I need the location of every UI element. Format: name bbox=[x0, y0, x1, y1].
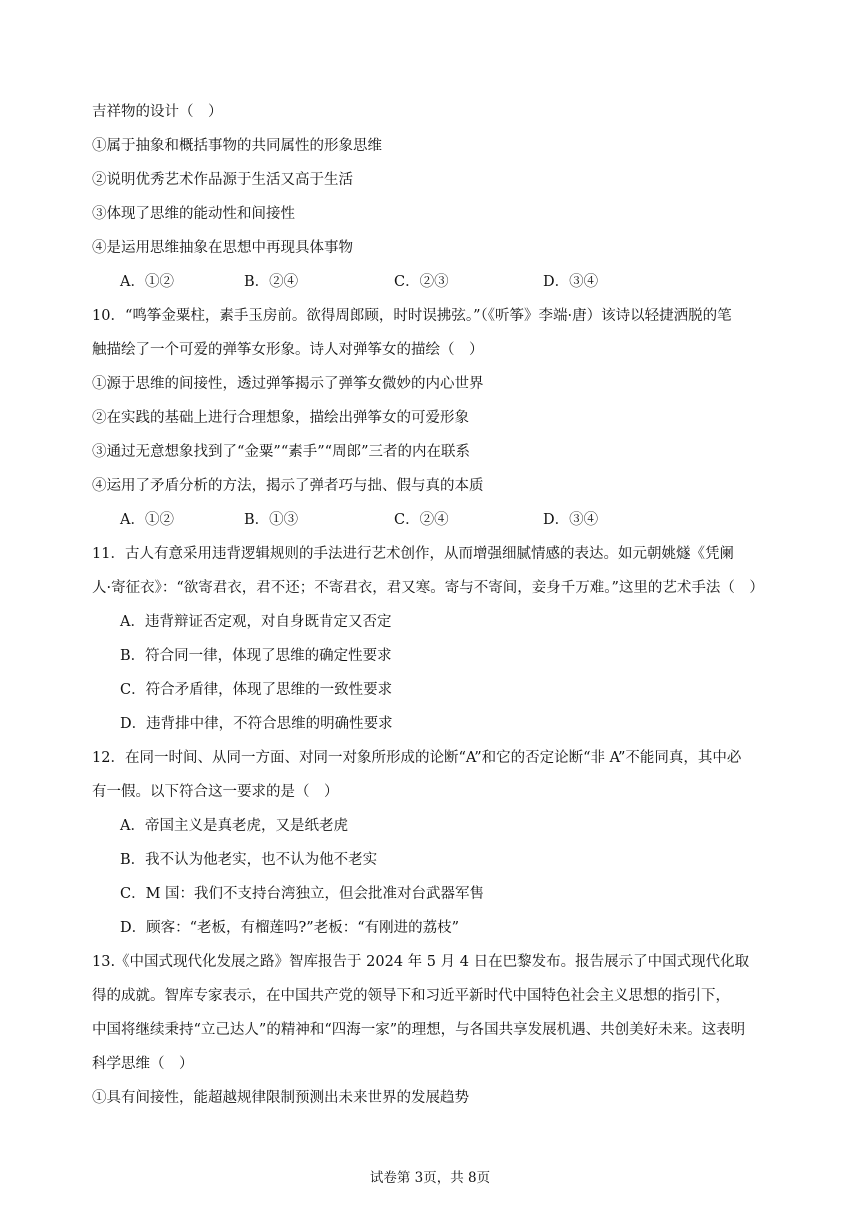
page-footer: 试卷第 3页，共 8页 bbox=[369, 1170, 491, 1186]
q10-option-d: D．③④ bbox=[543, 512, 599, 528]
q13-item-1: ①具有间接性，能超越规律限制预测出未来世界的发展趋势 bbox=[92, 1090, 469, 1106]
q11-option-a: A．违背辩证否定观，对自身既肯定又否定 bbox=[120, 614, 392, 630]
q10-option-c: C．②④ bbox=[394, 512, 449, 528]
q11-option-d: D．违背排中律，不符合思维的明确性要求 bbox=[120, 716, 393, 732]
q11-option-b: B．符合同一律，体现了思维的确定性要求 bbox=[120, 648, 392, 664]
q10-item-2: ②在实践的基础上进行合理想象，描绘出弹筝女的可爱形象 bbox=[92, 410, 469, 426]
q12-option-d: D．顾客：“老板，有榴莲吗?”老板：“有刚进的荔枝” bbox=[120, 920, 460, 936]
q11-stem-line-2: 人·寄征衣》：“欲寄君衣，君不还；不寄君衣，君又寒。寄与不寄间，妾身千万难。”这里的艺术手法（ ） bbox=[92, 580, 764, 596]
q12-stem-line-2: 有一假。以下符合这一要求的是（ ） bbox=[92, 784, 339, 800]
q9-item-3: ③体现了思维的能动性和间接性 bbox=[92, 206, 295, 222]
q10-option-b: B．①③ bbox=[244, 512, 299, 528]
q9-option-b: B．②④ bbox=[244, 274, 299, 290]
q12-option-b: B．我不认为他老实，也不认为他不老实 bbox=[120, 852, 378, 868]
q13-stem-line-4: 科学思维（ ） bbox=[92, 1056, 194, 1072]
q10-item-3: ③通过无意想象找到了“金粟”“素手”“周郎”三者的内在联系 bbox=[92, 444, 470, 460]
q11-option-c: C．符合矛盾律，体现了思维的一致性要求 bbox=[120, 682, 393, 698]
q13-stem-line-3: 中国将继续秉持“立己达人”的精神和“四海一家”的理想，与各国共享发展机遇、共创美好未来。这表明 bbox=[92, 1022, 746, 1038]
q9-stem-tail: 吉祥物的设计（ ） bbox=[92, 104, 223, 120]
q12-stem-line-1: 12．在同一时间、从同一方面、对同一对象所形成的论断“A”和它的否定论断“非 A”不能同真，其中必 bbox=[92, 750, 742, 766]
q11-stem-line-1: 11．古人有意采用违背逻辑规则的手法进行艺术创作，从而增强细腻情感的表达。如元朝姚燧《凭阑 bbox=[92, 546, 734, 562]
q9-item-1: ①属于抽象和概括事物的共同属性的形象思维 bbox=[92, 138, 382, 154]
q10-option-a: A．①② bbox=[120, 512, 174, 528]
q10-item-4: ④运用了矛盾分析的方法，揭示了弹者巧与拙、假与真的本质 bbox=[92, 478, 484, 494]
q9-option-d: D．③④ bbox=[543, 274, 599, 290]
q12-option-a: A．帝国主义是真老虎，又是纸老虎 bbox=[120, 818, 348, 834]
q9-item-4: ④是运用思维抽象在思想中再现具体事物 bbox=[92, 240, 353, 256]
q13-stem-line-1: 13.《中国式现代化发展之路》智库报告于 2024 年 5 月 4 日在巴黎发布。报告展示了中国式现代化取 bbox=[92, 954, 750, 970]
q9-option-a: A．①② bbox=[120, 274, 174, 290]
q10-stem-line-1: 10．“鸣筝金粟柱，素手玉房前。欲得周郎顾，时时误拂弦。”（《听筝》李端·唐）该诗以轻捷洒脱的笔 bbox=[92, 308, 732, 324]
q10-stem-line-2: 触描绘了一个可爱的弹筝女形象。诗人对弹筝女的描绘（ ） bbox=[92, 342, 484, 358]
q9-item-2: ②说明优秀艺术作品源于生活又高于生活 bbox=[92, 172, 353, 188]
q13-stem-line-2: 得的成就。智库专家表示，在中国共产党的领导下和习近平新时代中国特色社会主义思想的指引下， bbox=[92, 988, 730, 1004]
q9-option-c: C．②③ bbox=[394, 274, 449, 290]
q10-item-1: ①源于思维的间接性，透过弹筝揭示了弹筝女微妙的内心世界 bbox=[92, 376, 484, 392]
q12-option-c: C．M 国：我们不支持台湾独立，但会批准对台武器军售 bbox=[120, 886, 485, 902]
